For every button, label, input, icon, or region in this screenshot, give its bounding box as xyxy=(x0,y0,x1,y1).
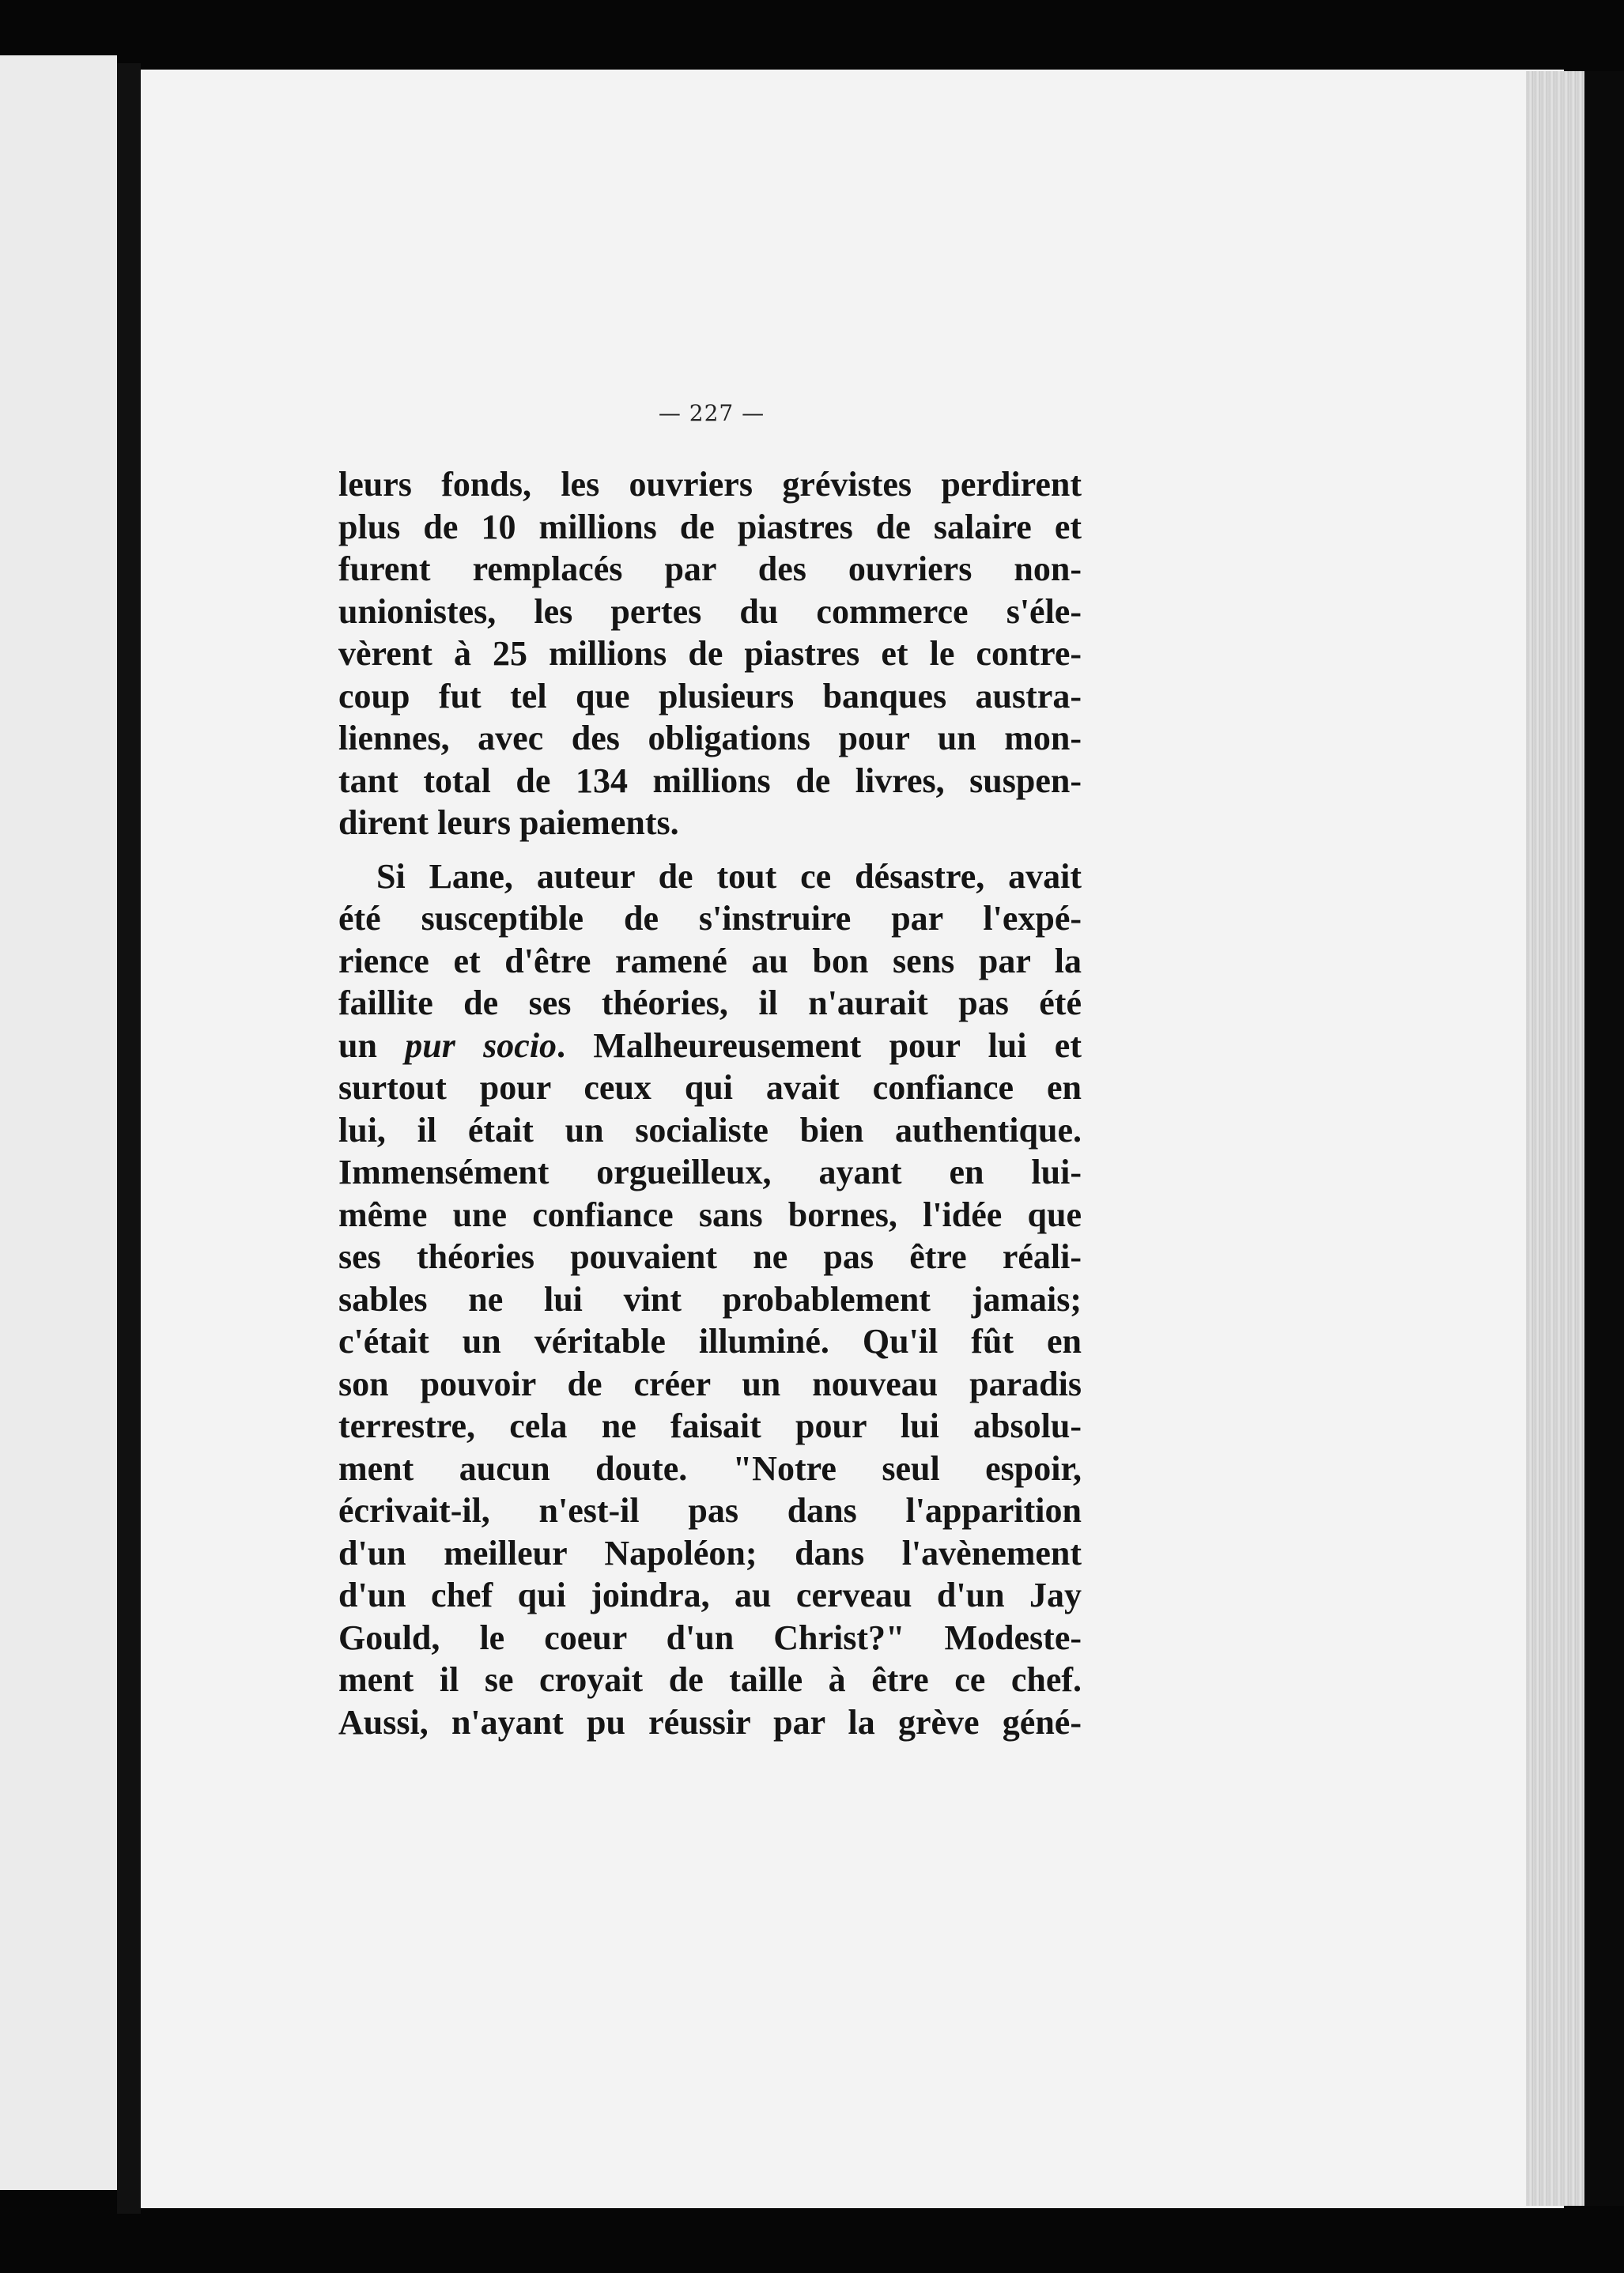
page-fore-edge xyxy=(1526,71,1584,2206)
text-line: sables ne lui vint probablement jamais; xyxy=(338,1279,1082,1319)
text-line: c'était un véritable illuminé. Qu'il fût en xyxy=(338,1322,1082,1361)
text-line: Aussi, n'ayant pu réussir par la grève géné- xyxy=(338,1702,1082,1742)
previous-page-edge xyxy=(0,55,117,2190)
text-line-with-italic xyxy=(338,1025,1082,1067)
text-line: d'un chef qui joindra, au cerveau d'un Jay xyxy=(338,1576,1082,1614)
paragraph-1 xyxy=(338,463,1082,844)
text-line: Immensément orgueilleux, ayant en lui- xyxy=(338,1153,1082,1191)
text-line: ment il se croyait de taille à être ce chef. xyxy=(338,1660,1082,1699)
text-line: faillite de ses théories, il n'aurait pas été xyxy=(338,984,1082,1022)
text-line: même une confiance sans bornes, l'idée que xyxy=(338,1195,1082,1234)
text-line: leurs fonds, les ouvriers grévistes perdirent xyxy=(338,465,1082,504)
text-line: été susceptible de s'instruire par l'expé- xyxy=(338,899,1082,938)
scan-border xyxy=(1584,71,1624,2206)
text-line: écrivait-il, n'est-il pas dans l'apparition xyxy=(338,1491,1082,1530)
text-line: terrestre, cela ne faisait pour lui absolu- xyxy=(338,1406,1082,1445)
text-line: lui, il était un socialiste bien authentique. xyxy=(338,1110,1082,1150)
text-line: Gould, le coeur d'un Christ?" Modeste- xyxy=(338,1618,1082,1657)
text-line: rience et d'être ramené au bon sens par la xyxy=(338,941,1082,980)
text-line: tant total de 134 millions de livres, suspen- xyxy=(338,761,1082,800)
paragraph-2 xyxy=(338,855,1082,1744)
text-run: un xyxy=(338,1025,406,1065)
text-line: liennes, avec des obligations pour un mon- xyxy=(338,719,1082,757)
text-line: plus de 10 millions de piastres de salaire et xyxy=(338,507,1082,546)
text-line: son pouvoir de créer un nouveau paradis xyxy=(338,1364,1082,1403)
italic-phrase: pur socio xyxy=(405,1025,557,1065)
book-gutter xyxy=(117,63,141,2214)
text-line: ses théories pouvaient ne pas être réali- xyxy=(338,1237,1082,1276)
text-run: . Malheureusement pour lui et xyxy=(557,1025,1082,1065)
page-number: — 227 — xyxy=(658,400,765,426)
text-line: dirent leurs paiements. xyxy=(338,803,679,842)
text-line: unionistes, les pertes du commerce s'éle- xyxy=(338,591,1082,631)
text-line: furent remplacés par des ouvriers non- xyxy=(338,549,1082,588)
text-line: coup fut tel que plusieurs banques austra- xyxy=(338,676,1082,716)
text-line: surtout pour ceux qui avait confiance en xyxy=(338,1068,1082,1107)
paragraph-spacing xyxy=(338,844,1082,855)
text-line: Si Lane, auteur de tout ce désastre, avait xyxy=(376,856,1082,896)
text-line: d'un meilleur Napoléon; dans l'avènement xyxy=(338,1533,1082,1573)
text-line: vèrent à 25 millions de piastres et le contre- xyxy=(338,634,1082,673)
text-line: ment aucun doute. "Notre seul espoir, xyxy=(338,1448,1082,1488)
body-text xyxy=(338,463,1082,1743)
